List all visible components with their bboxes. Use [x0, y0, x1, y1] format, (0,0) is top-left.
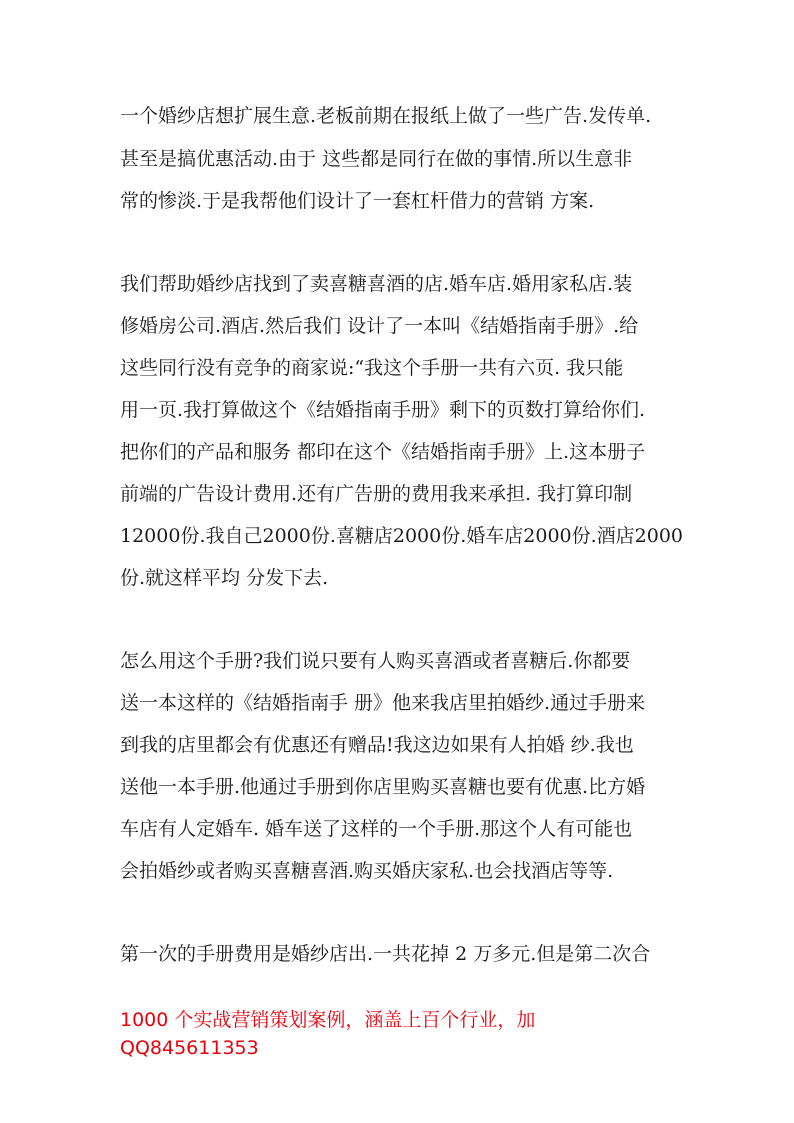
paragraph-2-line-8: 份.就这样平均 分发下去.: [120, 567, 329, 589]
paragraph-2-line-2: 修婚房公司.酒店.然后我们 设计了一本叫《结婚指南手册》.给: [120, 315, 639, 337]
paragraph-2-line-1: 我们帮助婚纱店找到了卖喜糖喜酒的店.婚车店.婚用家私店.装: [120, 273, 633, 295]
paragraph-2-line-7: 12000份.我自己2000份.喜糖店2000份.婚车店2000份.酒店2000: [120, 525, 684, 547]
paragraph-3-line-1: 怎么用这个手册?我们说只要有人购买喜酒或者喜糖后.你都要: [120, 650, 631, 672]
paragraph-2-line-4: 用一页.我打算做这个《结婚指南手册》剩下的页数打算给你们.: [120, 399, 646, 421]
paragraph-4-line-1: 第一次的手册费用是婚纱店出.一共花掉 2 万多元.但是第二次合: [120, 943, 651, 965]
paragraph-1-line-1: 一个婚纱店想扩展生意.老板前期在报纸上做了一些广告.发传单.: [120, 105, 652, 127]
paragraph-3-line-5: 车店有人定婚车. 婚车送了这样的一个手册.那这个人有可能也: [120, 818, 633, 840]
promo-footer-line-1: 1000 个实战营销策划案例，涵盖上百个行业，加: [120, 1009, 536, 1031]
paragraph-1-line-2: 甚至是搞优惠活动.由于 这些都是同行在做的事情.所以生意非: [120, 148, 633, 170]
paragraph-2-line-5: 把你们的产品和服务 都印在这个《结婚指南手册》上.这本册子: [120, 441, 646, 463]
paragraph-3-line-6: 会拍婚纱或者购买喜糖喜酒.购买婚庆家私.也会找酒店等等.: [120, 860, 614, 882]
paragraph-3-line-2: 送一本这样的《结婚指南手 册》他来我店里拍婚纱.通过手册来: [120, 692, 646, 714]
promo-footer-qq-number: QQ845611353: [120, 1037, 259, 1059]
paragraph-2-line-3: 这些同行没有竞争的商家说:“我这个手册一共有六页. 我只能: [120, 357, 624, 379]
paragraph-3-line-3: 到我的店里都会有优惠还有赠品!我这边如果有人拍婚 纱.我也: [120, 734, 634, 756]
paragraph-1-line-3: 常的惨淡.于是我帮他们设计了一套杠杆借力的营销 方案.: [120, 190, 595, 212]
paragraph-3-line-4: 送他一本手册.他通过手册到你店里购买喜糖也要有优惠.比方婚: [120, 776, 646, 798]
paragraph-2-line-6: 前端的广告设计费用.还有广告册的费用我来承担. 我打算印制: [120, 483, 633, 505]
